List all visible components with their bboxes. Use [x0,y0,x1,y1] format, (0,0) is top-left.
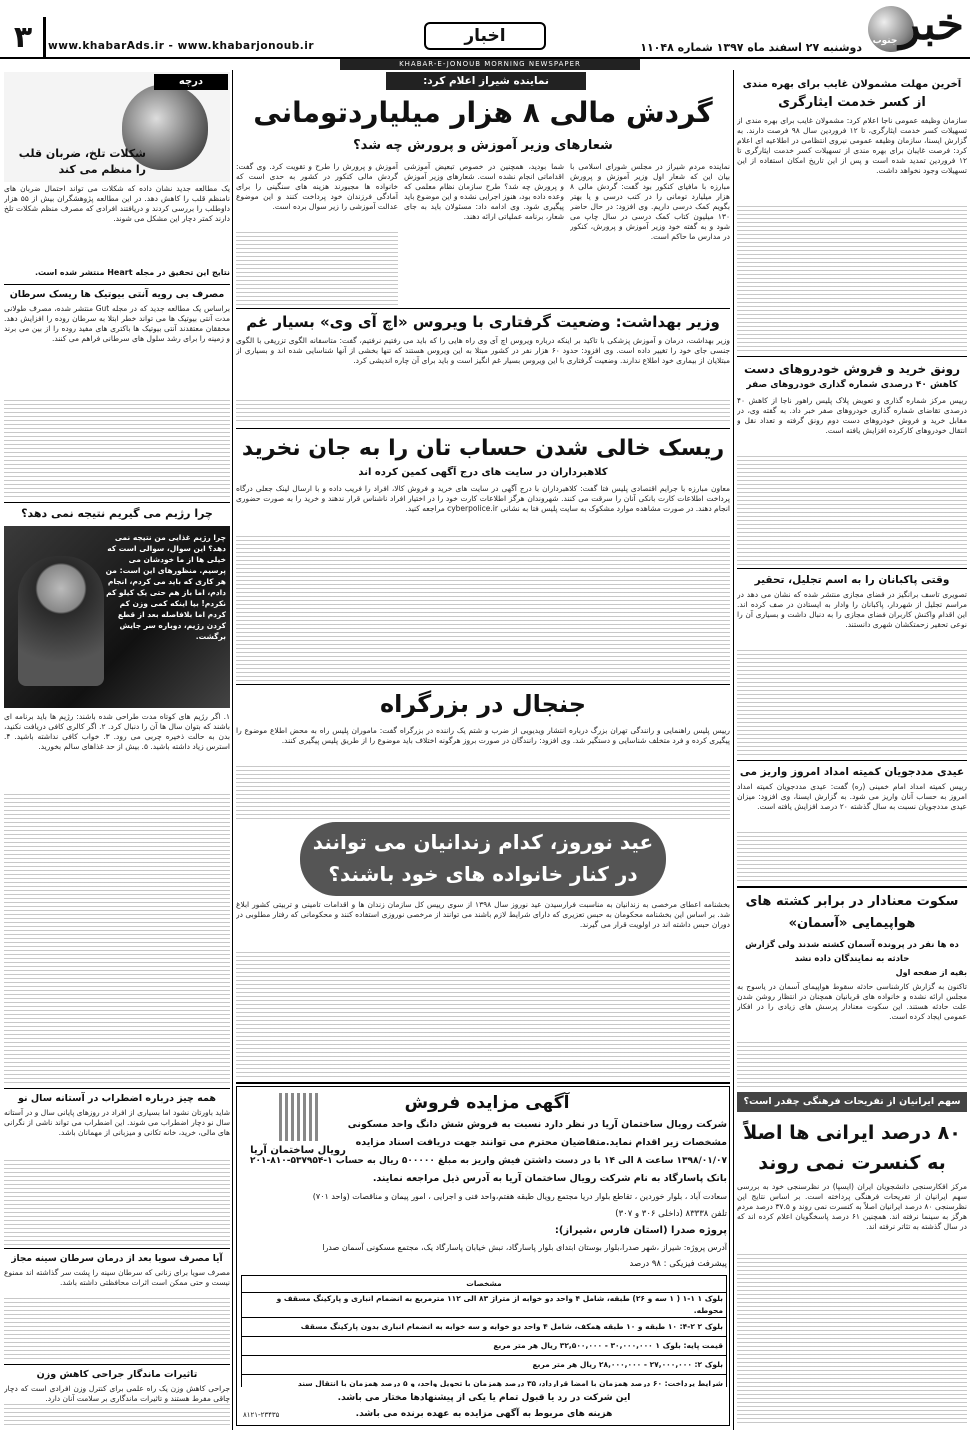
rule [236,1082,730,1084]
a1-text: سازمان وظیفه عمومی ناجا اعلام کرد: مشمولان غایب برای بهره مندی از تسهیلات کسر خدمت ایثارگری، تا ۱۲ فروردین سال ۹۸ فرصت دارند. به گزارش ایسنا، سازمان وظیفه عمومی نیروی انتظامی در اطلاعیه ای اعلام کرد: فرصت غایبان برای بهره مندی از تسهیلات کسر خدمت ایثارگری تا ۱۲ فروردین تمدید شده است و پس از این تاریخ امکان استفاده از این تسهیلات وجود نخواهد داشت. [737,116,967,175]
weight-headline: تاثیرات ماندگار جراحی کاهش وزن [36,1369,198,1380]
diet-text: ۱. اگر رژیم های کوتاه مدت طراحی شده باشند: رژیم ها باید برنامه ای باشند که بتوان سال ها آن را دنبال کرد. ۲. اگر کالری کافی دریافت نکنید، بدن به حالت ذخیره چربی می رود. ۳. خواب کافی نداشته باشید. ۴. استرس زیاد داشته باشید. ۵. بیش از حد غذاهای سالم بخورید. [4,712,230,751]
spec-title: مشخصات [242,1276,727,1293]
main-kicker: نماینده شیراز اعلام کرد: [386,72,586,90]
ad-line5: سعادت آباد ، بلوار خوردین ، تقاطع بلوار دریا مجتمع رویال طبقه هفتم،واحد فنی و اجرایی ، امور پیمان و مناقصات (واحد ۷۰۱) [312,1192,727,1201]
soy-cont [4,1298,230,1362]
a4-headline: عیدی مددجویان کمیته امداد امروز واریز می [739,766,965,778]
a2-cont [737,456,967,566]
a5-headline-line2: هواپیمایی «آسمان» [788,916,916,931]
issue-date: دوشنبه ۲۷ اسفند ماه ۱۳۹۷ شماره ۱۱۰۴۸ [640,41,862,54]
culture-banner: سهم ایرانیان از تفریحات فرهنگی چقدر است؟ [737,1092,967,1112]
logo-text: خبر [899,2,964,50]
a5-continued-label: بقیه از صفحه اول [895,968,967,977]
ad-title: آگهی مزایده فروش [404,1093,570,1113]
spec-row: بلوک ۲: ۲۷,۰۰۰,۰۰۰ - ۲۸,۰۰۰,۰۰۰ ریال هر متر مربع [242,1356,727,1375]
rule [737,356,967,357]
heart-label: درچه [154,74,228,90]
spec-row: بلوک ۱ ۱-۱ ( ۱ سه و ۲۶) طبقه، شامل ۴ واحد دو خوابه از متراژ ۸۳ الی ۱۱۲ مترمربع به انضمام انباری و پارکینگ مسقف و محوطه. [242,1293,727,1318]
rule [4,502,230,503]
eid-text: بخشنامه اعطای مرخصی به زندانیان به مناسبت فرارسیدن عید نوروز سال ۱۳۹۸ از سوی رییس کل سازمان زندان ها و اقدامات تامینی و تربیتی کشور ابلاغ شد. بر اساس این بخشنامه محکومان به حبس تعزیری که دارای شرایط لازم باشند می توانند از مرخصی نوروزی استفاده کنند و محکومانی که رفتار مطلوبی در دوران حبس داشته اند در اولویت قرار می گیرند. [236,900,730,929]
right-column-rule [733,70,734,1430]
a2-text: رییس مرکز شماره گذاری و تعویض پلاک پلیس راهور ناجا از کاهش ۴۰ درصدی تقاضای شماره گذاری خودروهای صفر خبر داد. به گفته وی، در مقابل خرید و فروش خودروهای دست دوم رونق گرفته و تعداد نقل و انتقال خودروهای کارکرده افزایش یافته است. [737,396,967,435]
a3-cont [737,650,967,758]
spec-row: شرایط پرداخت: ۶۰ درصد همزمان با امضا قرارداد، ۳۵ درصد همزمان با تحویل واحد، و ۵ درصد همزمان با انتقال سند [242,1375,727,1388]
article4-text: رییس پلیس راهنمایی و رانندگی تهران بزرگ درباره انتشار ویدیویی از ضرب و شتم یک راننده در بزرگراه گفت: ماموران پلیس راه به محض اطلاع موضوع را پیگیری کرده و فرد متخلف شناسایی و دستگیر شد. وی افزود: رانندگان در صورت بروز هرگونه اختلاف باید موضوع را از طریق پلیس پیگیری کنند. [236,726,730,745]
culture-headline-line2: به کنسرت نمی روند [758,1152,946,1174]
eid-anxiety-text: شاید باورتان نشود اما بسیاری از افراد در روزهای پایانی سال و در آستانه سال نو دچار اضطراب می شوند. این اضطراب می تواند ناشی از نگرانی های مالی، خرید، خانه تکانی و میزبانی از مهمانان باشد. [4,1108,230,1137]
center-column [236,70,730,1430]
ad-line7: پروژه صدرا (استان فارس ،شیراز): [554,1225,727,1236]
cancer-text: براساس یک مطالعه جدید که در مجله Gut منتشر شده، مصرف طولانی مدت آنتی بیوتیک ها می تواند خطر ابتلا به سرطان روده را افزایش دهد. محققان معتقدند آنتی بیوتیک ها باکتری های مفید روده را از بین می برند و زمینه را برای رشد سلول های سرطانی فراهم می کنند. [4,304,230,343]
rule [737,760,967,761]
ad-line4: بانک پاسارگاد به نام شرکت رویال ساختمان آریا به آدرس ذیل مراجعه نمایند. [372,1173,727,1184]
ad-code: ۸۱۲۱-۲۳۴۳۵ [243,1411,280,1419]
main-headline: گردش مالی ۸ هزار میلیاردتومانی [253,96,713,129]
newspaper-logo [866,2,966,54]
article3-text: معاون مبارزه با جرایم اقتصادی پلیس فتا گفت: کلاهبرداران با درج آگهی در سایت های خرید و فروش کالا، افراد را فریب داده و با ارسال لینک جعلی درگاه پرداخت اطلاعات کارت بانکی آنان را سرقت می کنند. شهروندان هرگز اطلاعات کارت خود را در اختیار افراد ناشناس قرار ندهند و خرید را به صورت حضوری انجام دهند. در صورت مشاهده موارد مشکوک به سایت پلیس فتا به نشانی cyberpolice.ir مراجعه کنید. [236,484,730,513]
masthead [0,0,970,60]
eid-banner [300,822,666,896]
website-url[interactable]: www.khabarAds.ir - www.khabarjonoub.ir [48,40,315,52]
rule [236,308,730,309]
a2-headline: رونق خرید و فروش خودروهای دست [743,362,961,376]
left-column-rule [232,70,233,1430]
photo-caption: چرا رژیم غذایی من نتیجه نمی دهد؟ این سوال، سوالی است که خیلی ها از ما خودشان می پرسیم. منظورهای این است: من هر کاری که باید می کردم، انجام دادم، اما باز هم حتی یک کیلو کم نکردم! بیا اینکه کمی وزن کم کردم اما بلافاصله بعد از قطع کردن رژیم، دوباره سر جایش برگشت. [105,533,226,641]
rule [4,1364,230,1365]
ad-line2: مشخصات زیر اقدام نماید.متقاضیان محترم می توانند جهت دریافت اسناد مزایده [355,1137,727,1148]
a1-cont [737,206,967,352]
article4-cont [236,766,730,820]
a1-headline-line2: از کسر خدمت ایثارگری [778,95,926,110]
rule [4,284,230,285]
rule [4,1088,230,1089]
rule [737,886,967,888]
eid-banner-line2: در کنار خانواده های خود باشند؟ [328,862,638,886]
left-column [4,70,230,1430]
health-headline: شکلات تلخ، ضربان قلب را منظم می کند [18,147,146,176]
ad-line1: شرکت رویال ساختمان آریا در نظر دارد نسبت به فروش شش دانگ واحد مسکونی [347,1119,727,1130]
diet-photo [4,526,230,708]
cancer-headline: مصرف بی رویه آنتی بیوتیک ها ریسک سرطان [9,289,225,300]
a5-text: تاکنون به گزارش کارشناسی حادثه سقوط هواپیمای آسمان در یاسوج به مجلس ارائه نشده و خانواده های قربانیان همچنان در انتظار روشن شدن علت حادثه هستند. این سکوت معنادار پرسش های زیادی را در افکار عمومی ایجاد کرده است. [737,982,967,1021]
article2-text: وزیر بهداشت، درمان و آموزش پزشکی با تاکید بر اینکه درباره ویروس اچ آی وی راه هایی را که باید می رفتیم نرفتیم، گفت: متاسفانه الگوی تزریقی با الگوی جنسی جای خود را تغییر داده است. وی افزود: حدود ۶۰ هزار نفر در کشور مبتلا به این ویروس هستند که تنها بخشی از آنها شناسایی شده اند و بسیاری از مبتلایان از بیماری خود اطلاع ندارند. وضعیت گرفتاری با این ویروس بسیار غم انگیز است و باید برای آن چاره اندیشی کرد. [236,336,730,365]
health-note: نتایج این تحقیق در مجله Heart منتشر شده است. [34,268,230,277]
main-col1: نماینده مردم شیراز در مجلس شورای اسلامی با بیان این که شعار اول وزیر آموزش و پرورش مبارزه با مافیای کنکور بود گفت: گردش مالی ۸ هزار میلیارد تومانی را در کتب درسی و یا بهتر بگویم کمک درسی داریم. وی افزود: در حال حاضر ۱۳۰ میلیون کتاب کمک درسی در سال چاپ می شود و به گفته خود وزیر آموزش و پرورش، کنکور در مدارس ما حاکم است. [570,162,730,241]
article3-cont [236,536,730,682]
page-number: ۳ [13,20,33,55]
diet-headline: چرا رژیم می گیریم نتیجه نمی دهد؟ [21,507,213,520]
eid-anxiety-cont [4,1160,230,1246]
ad-spec-table [241,1275,727,1387]
a5-subhead: ده ها نفر در پرونده آسمان کشته شدند ولی گزارش حادثه به نمایندگان داده نشد [745,940,959,964]
ad-line3: ۱۳۹۸/۰۱/۰۷ ساعت ۸ الی ۱۴ با در دست داشتن فیش واریز به مبلغ ۵۰۰۰۰۰ ریال به حساب ۱-۵۳۷۹۵۴-۸۱۰-۲۰۱ [249,1156,727,1166]
a5-headline-line1: سکوت معنادار در برابر کشته های [745,894,959,909]
cancer-text-cont [4,400,230,500]
a4-cont [737,832,967,884]
article4-headline: جنجال در بزرگراه [379,690,587,718]
a3-text: تصویری تاسف برانگیز در فضای مجازی منتشر شده که نشان می دهد در مراسم تجلیل از شهردار، پاکبانان را وادار به ایستادن در صف کرده اند. این اقدام واکنش کاربران فضای مجازی را به دنبال داشت و بسیاری آن را نوعی تحقیر زحمتکشان شهری دانستند. [737,590,967,629]
soy-headline: آیا مصرف سویا بعد از درمان سرطان سینه مجاز [11,1254,223,1264]
rule [737,568,967,569]
spec-row: قیمت پایه: بلوک ۱ ۳۰,۰۰۰,۰۰۰ - ۳۲,۵۰۰,۰۰۰ ریال هر متر مربع [242,1337,727,1356]
section-label: اخبار [424,22,546,50]
a3-headline: وقتی پاکبانان را به اسم تجلیل، تحقیر [754,574,950,586]
weight-cont [4,1404,230,1428]
article2-cont [236,400,730,424]
ad-line9: پیشرفت فیزیکی : ۹۸ درصد [629,1259,727,1269]
a5-cont [737,1042,967,1088]
rule [236,684,730,685]
right-column [737,70,967,1430]
man-with-food-image [18,556,104,686]
a1-headline-line1: آخرین مهلت مشمولان غایب برای بهره مندی [742,79,962,90]
ad-line6: تلفن ۸۳۳۳۸ (داخلی ۳۰۶ و ۳۰۷) [615,1209,727,1219]
culture-headline-line1: ۸۰ درصد ایرانی ها اصلاً [743,1122,961,1144]
rule [4,1248,230,1249]
eid-anxiety-headline: همه چیز درباره اضطراب در آستانه سال نو [18,1093,216,1104]
main-subhead: شعارهای وزیر آموزش و پرورش چه شد؟ [353,138,613,153]
building-icon [279,1093,319,1141]
a2-subhead: کاهش ۴۰ درصدی شماره گذاری خودروهای صفر [746,380,958,390]
masthead-divider-box [2,17,46,57]
health-text: یک مطالعه جدید نشان داده که شکلات می تواند احتمال ضربان های نامنظم قلب را کاهش دهد. در این مطالعه پژوهشگران بیش از ۵۵ هزار داوطلب را بررسی کردند و دریافتند افرادی که مصرف منظم شکلات تلخ دارند کمتر دچار این مشکل می شوند. [4,184,230,223]
article2-headline: وزیر بهداشت: وضعیت گرفتاری با ویروس «اچ آی وی» بسیار غم [246,313,720,331]
eid-banner-line1: عید نوروز، کدام زندانیان می توانند [312,830,654,854]
spec-row: بلوک ۲ ۲-۴: ۱۰ طبقه و ۱۰ طبقه همکف، شامل ۴ واحد دو خوابه و سه خوابه به انضمام انباری بدون پارکینگ مسقف [242,1318,727,1337]
ad-note1: این شرکت در رد یا قبول تمام یا یکی از پیشنهادها مختار می باشد. [337,1393,631,1403]
ad-logo-text: رویال ساختمان آریا [250,1145,346,1156]
article3-subhead: کلاهبرداران در سایت های درج آگهی کمین کرده اند [358,467,608,478]
english-strip: KHABAR-E-JONOUB MORNING NEWSPAPER [340,59,640,70]
logo-subtext: جنوب [872,36,898,46]
main-col2: شما بودید، همچنین در خصوص تبعیض آموزشی اقداماتی انجام نشده است. شعارهای وزیر آموزش و پرورش چه شد؟ طرح سازمان نظام معلمی که وعده داده بود، هنوز اجرایی نشده و این موضوع باید پیگیری شود. وی ادامه داد: مسئولان باید به جای شعار، برنامه عملیاتی ارائه دهند. [404,162,564,221]
main-col3: آموزش و پرورش را طرح و تقویت کرد. وی گفت: گردش مالی کنکور در کشور به حدی است که خانواده ها مجبورند هزینه های سنگینی را برای آمادگی فرزندان خود پرداخت کنند و این موضوع عدالت آموزشی را زیر سوال برده است. [236,162,398,211]
rule [236,428,730,429]
eid-cont [236,952,730,1080]
a4-text: رییس کمیته امداد امام خمینی (ره) گفت: عیدی مددجویان کمیته امداد امروز به حساب آنان واریز می شود. به گزارش ایسنا، وی افزود: میزان عیدی مددجویان نسبت به سال گذشته ۲۰ درصد افزایش یافته است. [737,782,967,811]
soy-text: مصرف سویا برای زنانی که سرطان سینه را پشت سر گذاشته اند ممنوع نیست و حتی ممکن است اثرات محافظتی داشته باشد. [4,1268,230,1287]
culture-text: مرکز افکارسنجی دانشجویان ایران (ایسپا) در نظرسنجی خود به بررسی سهم ایرانیان از تفریحات فرهنگی پرداخته است. بر اساس نتایج این نظرسنجی ۸۰ درصد ایرانیان اصلاً به کنسرت نمی روند و ۳۷.۵ درصد مردم هرگز به سینما نرفته اند. همچنین ۶۱ درصد پاسخگویان اعلام کرده اند که در سال گذشته به تئاتر نرفته اند. [737,1182,967,1231]
diet-text-cont [4,794,230,1084]
weight-text: جراحی کاهش وزن یک راه علمی برای کنترل وزن افرادی است که دچار چاقی مفرط هستند و تاثیرات ماندگاری بر سلامت آنان دارد. [4,1384,230,1403]
ad-line8: آدرس پروژه: شیراز ،شهر صدرا،بلوار بوستان ابتدای بلوار پاسارگاد، نبش خیابان پاسارگاد یک، مجتمع مسکونی آسمان صدرا [322,1243,727,1252]
article3-headline: ریسک خالی شدن حساب تان را به جان نخرید [241,436,725,461]
main-col-cont [236,232,398,306]
heart-illustration [4,72,230,182]
auction-ad [236,1086,730,1426]
ad-note2: هزینه های مربوط به آگهی مزایده به عهده برنده می باشد. [355,1409,613,1419]
culture-cont [737,1254,967,1426]
